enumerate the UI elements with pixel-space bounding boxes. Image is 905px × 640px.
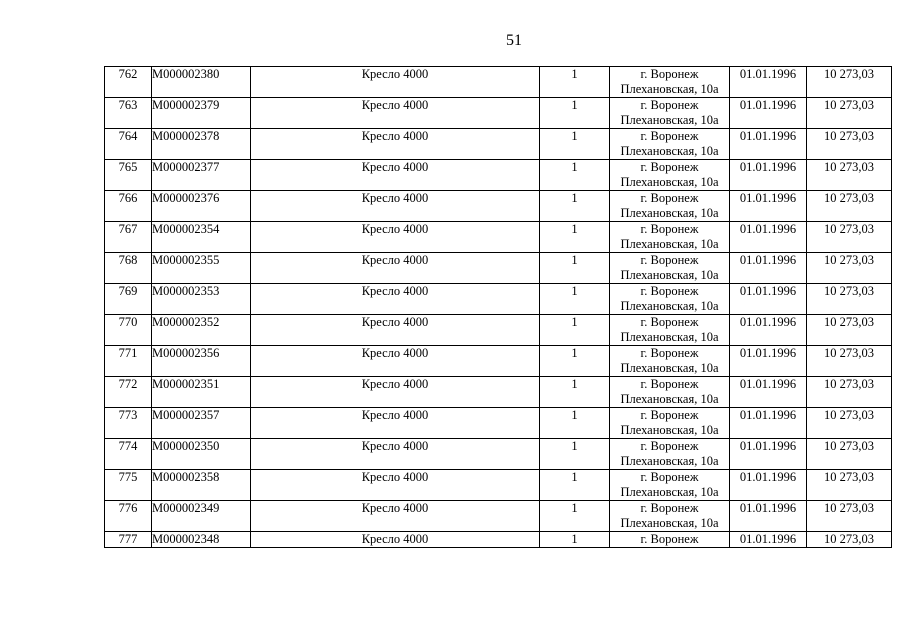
table-row <box>105 222 892 253</box>
item-name: Кресло 4000 <box>251 98 540 129</box>
amount: 10 273,03 <box>807 532 892 548</box>
row-number: 771 <box>105 346 152 377</box>
address <box>610 253 730 284</box>
table-row <box>105 67 892 98</box>
row-number: 764 <box>105 129 152 160</box>
amount: 10 273,03 <box>807 160 892 191</box>
item-name: Кресло 4000 <box>251 253 540 284</box>
date: 01.01.1996 <box>730 284 807 315</box>
date: 01.01.1996 <box>730 532 807 548</box>
item-name: Кресло 4000 <box>251 160 540 191</box>
address-city: г. Воронеж <box>640 346 699 360</box>
address-street: Плехановская, 10а <box>620 206 719 220</box>
amount: 10 273,03 <box>807 408 892 439</box>
address-street: Плехановская, 10а <box>620 423 719 437</box>
table-row <box>105 129 892 160</box>
item-name: Кресло 4000 <box>251 129 540 160</box>
inventory-rows <box>105 67 892 548</box>
address-city: г. Воронеж <box>640 377 699 391</box>
amount: 10 273,03 <box>807 284 892 315</box>
table-row <box>105 408 892 439</box>
address-city: г. Воронеж <box>640 284 699 298</box>
address <box>610 315 730 346</box>
row-number: 774 <box>105 439 152 470</box>
inventory-code: М000002351 <box>152 377 251 408</box>
inventory-code: М000002349 <box>152 501 251 532</box>
row-number: 766 <box>105 191 152 222</box>
inventory-code: М000002378 <box>152 129 251 160</box>
quantity: 1 <box>540 160 610 191</box>
amount: 10 273,03 <box>807 439 892 470</box>
address-city: г. Воронеж <box>640 129 699 143</box>
address-city: г. Воронеж <box>640 98 699 112</box>
address-city: г. Воронеж <box>640 315 699 329</box>
address <box>610 129 730 160</box>
inventory-code: М000002377 <box>152 160 251 191</box>
address-street: Плехановская, 10а <box>620 485 719 499</box>
quantity: 1 <box>540 67 610 98</box>
inventory-code: М000002354 <box>152 222 251 253</box>
quantity: 1 <box>540 377 610 408</box>
row-number: 777 <box>105 532 152 548</box>
date: 01.01.1996 <box>730 191 807 222</box>
inventory-code: М000002379 <box>152 98 251 129</box>
table-row <box>105 532 892 548</box>
row-number: 776 <box>105 501 152 532</box>
date: 01.01.1996 <box>730 470 807 501</box>
table-row <box>105 346 892 377</box>
quantity: 1 <box>540 532 610 548</box>
address-city: г. Воронеж <box>640 439 699 453</box>
table-row <box>105 501 892 532</box>
item-name: Кресло 4000 <box>251 439 540 470</box>
inventory-code: М000002353 <box>152 284 251 315</box>
row-number: 769 <box>105 284 152 315</box>
quantity: 1 <box>540 439 610 470</box>
address-city: г. Воронеж <box>640 222 699 236</box>
row-number: 770 <box>105 315 152 346</box>
amount: 10 273,03 <box>807 253 892 284</box>
amount: 10 273,03 <box>807 222 892 253</box>
amount: 10 273,03 <box>807 129 892 160</box>
inventory-code: М000002376 <box>152 191 251 222</box>
inventory-code: М000002380 <box>152 67 251 98</box>
inventory-code: М000002357 <box>152 408 251 439</box>
table-row <box>105 315 892 346</box>
date: 01.01.1996 <box>730 67 807 98</box>
amount: 10 273,03 <box>807 501 892 532</box>
quantity: 1 <box>540 408 610 439</box>
table-row <box>105 98 892 129</box>
quantity: 1 <box>540 501 610 532</box>
inventory-code: М000002356 <box>152 346 251 377</box>
address <box>610 408 730 439</box>
quantity: 1 <box>540 253 610 284</box>
quantity: 1 <box>540 98 610 129</box>
quantity: 1 <box>540 191 610 222</box>
date: 01.01.1996 <box>730 98 807 129</box>
date: 01.01.1996 <box>730 377 807 408</box>
amount: 10 273,03 <box>807 377 892 408</box>
inventory-code: М000002348 <box>152 532 251 548</box>
date: 01.01.1996 <box>730 439 807 470</box>
row-number: 767 <box>105 222 152 253</box>
address-city: г. Воронеж <box>640 253 699 267</box>
amount: 10 273,03 <box>807 67 892 98</box>
address-city: г. Воронеж <box>640 67 699 81</box>
date: 01.01.1996 <box>730 129 807 160</box>
row-number: 773 <box>105 408 152 439</box>
item-name: Кресло 4000 <box>251 470 540 501</box>
quantity: 1 <box>540 346 610 377</box>
date: 01.01.1996 <box>730 346 807 377</box>
item-name: Кресло 4000 <box>251 191 540 222</box>
address-street: Плехановская, 10а <box>620 392 719 406</box>
date: 01.01.1996 <box>730 315 807 346</box>
amount: 10 273,03 <box>807 346 892 377</box>
address <box>610 222 730 253</box>
quantity: 1 <box>540 470 610 501</box>
address-street: Плехановская, 10а <box>620 237 719 251</box>
row-number: 775 <box>105 470 152 501</box>
address-street: Плехановская, 10а <box>620 175 719 189</box>
address <box>610 67 730 98</box>
table-row <box>105 284 892 315</box>
address <box>610 439 730 470</box>
date: 01.01.1996 <box>730 160 807 191</box>
address-street: Плехановская, 10а <box>620 330 719 344</box>
row-number: 762 <box>105 67 152 98</box>
address-street: Плехановская, 10а <box>620 268 719 282</box>
quantity: 1 <box>540 315 610 346</box>
date: 01.01.1996 <box>730 501 807 532</box>
quantity: 1 <box>540 129 610 160</box>
inventory-code: М000002355 <box>152 253 251 284</box>
date: 01.01.1996 <box>730 253 807 284</box>
address-street: Плехановская, 10а <box>620 113 719 127</box>
address-street: Плехановская, 10а <box>620 516 719 530</box>
address <box>610 98 730 129</box>
address-street: Плехановская, 10а <box>620 454 719 468</box>
address-street: Плехановская, 10а <box>620 144 719 158</box>
address-street: Плехановская, 10а <box>620 361 719 375</box>
inventory-code: М000002350 <box>152 439 251 470</box>
quantity: 1 <box>540 284 610 315</box>
address-city: г. Воронеж <box>640 470 699 484</box>
page-number: 51 <box>506 32 522 49</box>
amount: 10 273,03 <box>807 191 892 222</box>
row-number: 772 <box>105 377 152 408</box>
table-row <box>105 191 892 222</box>
table-row <box>105 439 892 470</box>
table-row <box>105 160 892 191</box>
item-name: Кресло 4000 <box>251 284 540 315</box>
item-name: Кресло 4000 <box>251 67 540 98</box>
address-city: г. Воронеж <box>640 532 699 546</box>
amount: 10 273,03 <box>807 470 892 501</box>
item-name: Кресло 4000 <box>251 315 540 346</box>
quantity: 1 <box>540 222 610 253</box>
date: 01.01.1996 <box>730 408 807 439</box>
address <box>610 501 730 532</box>
address-city: г. Воронеж <box>640 191 699 205</box>
row-number: 765 <box>105 160 152 191</box>
table-row <box>105 377 892 408</box>
address <box>610 284 730 315</box>
table-row <box>105 253 892 284</box>
inventory-code: М000002358 <box>152 470 251 501</box>
inventory-code: М000002352 <box>152 315 251 346</box>
address <box>610 160 730 191</box>
item-name: Кресло 4000 <box>251 408 540 439</box>
address <box>610 346 730 377</box>
amount: 10 273,03 <box>807 315 892 346</box>
item-name: Кресло 4000 <box>251 532 540 548</box>
address <box>610 377 730 408</box>
address <box>610 191 730 222</box>
address-city: г. Воронеж <box>640 501 699 515</box>
item-name: Кресло 4000 <box>251 377 540 408</box>
address-street: Плехановская, 10а <box>620 82 719 96</box>
address <box>610 470 730 501</box>
row-number: 768 <box>105 253 152 284</box>
row-number: 763 <box>105 98 152 129</box>
item-name: Кресло 4000 <box>251 501 540 532</box>
address <box>610 532 730 548</box>
amount: 10 273,03 <box>807 98 892 129</box>
item-name: Кресло 4000 <box>251 222 540 253</box>
item-name: Кресло 4000 <box>251 346 540 377</box>
table-row <box>105 470 892 501</box>
address-city: г. Воронеж <box>640 160 699 174</box>
date: 01.01.1996 <box>730 222 807 253</box>
address-street: Плехановская, 10а <box>620 299 719 313</box>
address-city: г. Воронеж <box>640 408 699 422</box>
inventory-table <box>104 66 892 548</box>
